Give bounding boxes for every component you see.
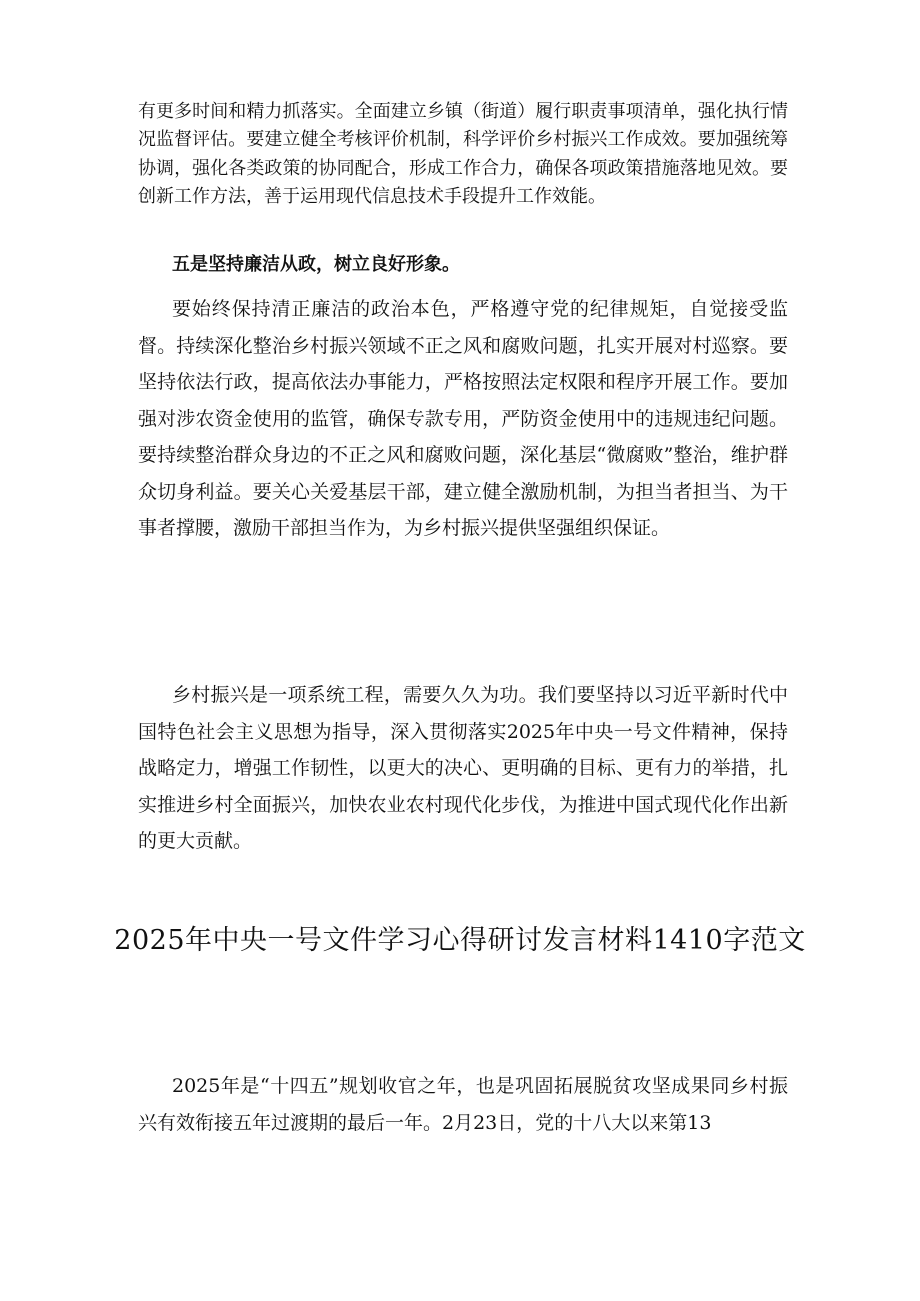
paragraph-conclusion: 乡村振兴是一项系统工程，需要久久为功。我们要坚持以习近平新时代中国特色社会主义思想为指导，深入贯彻落实2025年中央一号文件精神，保持战略定力，增强工作韧性，以更大的决心、更明确的目标、更有力的举措，扎实推进乡村全面振兴，加快农业农村现代化步伐，为推进中国式现代化作出新的更大贡献。 xyxy=(138,684,788,852)
section-heading-five: 五是坚持廉洁从政，树立良好形象。 xyxy=(172,254,460,275)
paragraph-continuation: 有更多时间和精力抓落实。全面建立乡镇（街道）履行职责事项清单，强化执行情况监督评估。要建立健全考核评价机制，科学评价乡村振兴工作成效。要加强统筹协调，强化各类政策的协同配合，形成工作合力，确保各项政策措施落地见效。要创新工作方法，善于运用现代信息技术手段提升工作效能。 xyxy=(138,101,788,208)
paragraph-integrity: 要始终保持清正廉洁的政治本色，严格遵守党的纪律规矩，自觉接受监督。持续深化整治乡村振兴领域不正之风和腐败问题，扎实开展对村巡察。要坚持依法行政，提高依法办事能力，严格按照法定权限和程序开展工作。要加强对涉农资金使用的监管，确保专款专用，严防资金使用中的违规违纪问题。要持续整治群众身边的不正之风和腐败问题，深化基层“微腐败”整治，维护群众切身利益。要关心关爱基层干部，建立健全激励机制，为担当者担当、为干事者撑腰，激励干部担当作为，为乡村振兴提供坚强组织保证。 xyxy=(138,298,788,539)
document-title: 2025年中央一号文件学习心得研讨发言材料1410字范文 xyxy=(114,925,806,956)
paragraph-opening: 2025年是“十四五”规划收官之年，也是巩固拓展脱贫攻坚成果同乡村振兴有效衔接五年过渡期的最后一年。2月23日，党的十八大以来第13 xyxy=(138,1075,788,1134)
